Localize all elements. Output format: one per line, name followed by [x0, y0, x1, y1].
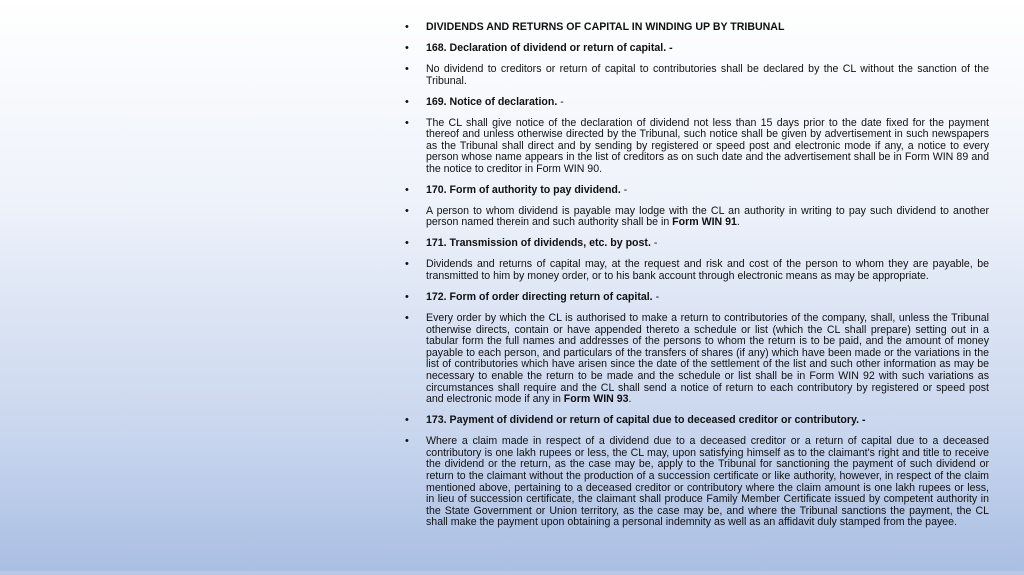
paragraph-text-end: . — [628, 393, 632, 406]
bullet-section-173 — [405, 415, 989, 427]
paragraph-text-end: . — [736, 216, 740, 229]
slide-content — [405, 22, 989, 538]
bullet-section-172 — [405, 292, 989, 304]
form-reference: Form WIN 93 — [563, 393, 629, 406]
bullet-icon: • — [405, 41, 409, 54]
paragraph-text: No dividend to creditors or return of capital to contributories shall be declared by the CL without the sanction of the Tribunal. — [426, 62, 989, 87]
bullet-section-169 — [405, 97, 989, 109]
paragraph-text: Every order by which the CL is authorised to make a return to contributories of the company, shall, unless the Tribunal otherwise directs, contain or have appended thereto a schedule or list (which the CL shall prepare) setting out in a tabular form the full names and addresses of the persons to whom the return is to be paid, and the amount of money payable to each person, and particulars of the transfers of shares (if any) which have been made or the variations in the list of contributories which have arisen since the date of the settlement of the list and such other information as may be necessary to enable the return to be made and the schedule or list shall be in Form WIN 92 with such variations as circumstances shall require and the CL shall send a notice of return to each contributory by registered or speed post and electronic mode if any in — [426, 312, 989, 406]
paragraph-text: Where a claim made in respect of a dividend due to a deceased creditor or a return of capital due to a deceased contributory is one lakh rupees or less, the CL may, upon satisfying himself as to the claimant's right and title to receive the dividend or the return, as the case may be, apply to the Tribunal for sanctioning the payment of such dividend or return to the claimant without the production of a succession certificate or like authority, however, in respect of the claim mentioned above, pertaining to a deceased creditor or contributory where the claim amount is one lakh rupees or less, in lieu of succession certificate, the claimant shall produce Family Member Certificate issued by competent authority in the State Government or Union territory, as the case may be, and where the Tribunal sanctions the payment, the CL shall make the payment upon obtaining a personal indemnity as well as an affidavit duly stamped from the payee. — [426, 435, 989, 529]
section-title-suffix: - — [557, 95, 564, 108]
slide-bottom-band — [0, 571, 1024, 575]
paragraph-text: A person to whom dividend is payable may lodge with the CL an authority in writing to pay such dividend to another person named therein and such authority shall be in — [426, 204, 989, 229]
bullet-icon: • — [405, 183, 409, 196]
bullet-icon: • — [405, 291, 409, 304]
bullet-para-170 — [405, 206, 989, 229]
bullet-icon: • — [405, 21, 409, 33]
form-reference: Form WIN 91 — [672, 216, 737, 229]
bullet-icon: • — [405, 116, 409, 129]
bullet-list — [405, 22, 989, 529]
bullet-para-169 — [405, 118, 989, 176]
bullet-icon: • — [405, 258, 409, 271]
bullet-icon: • — [405, 435, 409, 448]
bullet-icon: • — [405, 62, 409, 75]
bullet-para-173 — [405, 436, 989, 529]
section-title-suffix: - — [650, 237, 658, 250]
bullet-icon: • — [405, 95, 409, 108]
paragraph-text: The CL shall give notice of the declaration of dividend not less than 15 days prior to the date fixed for the payment thereof and unless otherwise directed by the Tribunal, such notice shall be given by advertisement in such newspapers as the Tribunal shall direct and by sending by registered or speed post and electronic mode if any, a notice to every person whose name appears in the list of creditors as on such date and the advertisement shall be in Form WIN 89 and the notice to creditor in Form WIN 90. — [426, 116, 989, 175]
bullet-para-172 — [405, 313, 989, 406]
section-title: 173. Payment of dividend or return of capital due to deceased creditor or contributory. - — [426, 414, 866, 427]
bullet-section-168 — [405, 43, 989, 55]
bullet-section-171 — [405, 238, 989, 250]
section-title: 172. Form of order directing return of capital. — [426, 291, 653, 304]
bullet-para-171 — [405, 259, 989, 282]
section-title: 170. Form of authority to pay dividend. — [426, 183, 621, 196]
section-title-suffix: - — [652, 291, 660, 304]
section-title: 169. Notice of declaration. — [426, 95, 558, 108]
bullet-heading — [405, 22, 989, 34]
section-title-suffix: - — [620, 183, 628, 196]
section-title: 168. Declaration of dividend or return of capital. - — [426, 41, 673, 54]
bullet-section-170 — [405, 185, 989, 197]
bullet-icon: • — [405, 204, 409, 217]
bullet-icon: • — [405, 312, 409, 324]
section-title: 171. Transmission of dividends, etc. by post. — [426, 237, 651, 250]
slide-heading: DIVIDENDS AND RETURNS OF CAPITAL IN WINDING UP BY TRIBUNAL — [426, 21, 785, 33]
paragraph-text: Dividends and returns of capital may, at the request and risk and cost of the person to whom they are payable, be transmitted to him by money order, or to his bank account through electronic means as may be appropriate. — [426, 258, 989, 283]
bullet-para-168 — [405, 64, 989, 87]
bullet-icon: • — [405, 414, 409, 427]
bullet-icon: • — [405, 237, 409, 250]
